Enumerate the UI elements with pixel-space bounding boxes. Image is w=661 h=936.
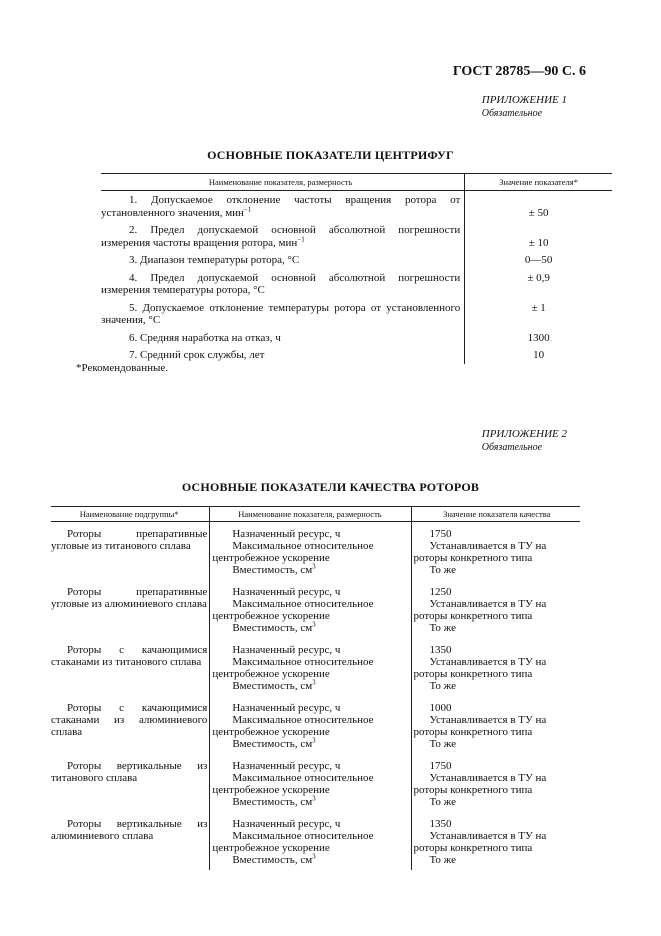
indicator-name: 2. Предел допускаемой основной абсолютной погрешности измерения частоты вращения ротора, мин$^{-1}$ bbox=[101, 224, 461, 249]
table-row bbox=[51, 812, 580, 870]
table-header-row bbox=[101, 174, 612, 191]
subgroup-name: Роторы вертикальные из алюминиевого сплава bbox=[51, 818, 208, 842]
value-list: 1750 Устанавливается в ТУ на роторы конкретного типа То же bbox=[411, 754, 580, 812]
subgroup-name: Роторы с качающимися стаканами из титанового сплава bbox=[51, 644, 208, 668]
value-list: 1250 Устанавливается в ТУ на роторы конкретного типа То же bbox=[411, 580, 580, 638]
document-reference: ГОСТ 28785—90 С. 6 bbox=[452, 64, 586, 79]
table-row bbox=[101, 221, 612, 251]
section-2-heading: ОСНОВНЫЕ ПОКАЗАТЕЛИ КАЧЕСТВА РОТОРОВ bbox=[181, 480, 480, 494]
rotor-quality-table bbox=[51, 506, 580, 870]
table-header-row bbox=[51, 507, 580, 522]
indicator-name: 7. Средний срок службы, лет bbox=[129, 349, 265, 361]
indicator-name: 5. Допускаемое отклонение температуры ротора от установленного значения, °С bbox=[101, 301, 461, 326]
appendix-1-label bbox=[482, 94, 567, 120]
column-header-name: Наименование показателя, размерность bbox=[210, 507, 411, 522]
table-row bbox=[101, 346, 612, 364]
subgroup-name: Роторы препаративные угловые из титанового сплава bbox=[51, 528, 208, 552]
indicator-list: Назначенный ресурс, ч Максимальное относительное центробежное ускорение Вместимость, $см^3$ bbox=[210, 522, 411, 581]
column-header-group: Наименование подгруппы* bbox=[51, 507, 210, 522]
centrifuge-indicators-table bbox=[101, 173, 612, 364]
column-header-value: Значение показателя качества bbox=[411, 507, 580, 522]
footnote: *Рекомендованные. bbox=[76, 362, 168, 374]
indicator-value: ± 50 bbox=[465, 191, 612, 222]
value-list: 1350 Устанавливается в ТУ на роторы конкретного типа То же bbox=[411, 812, 580, 870]
table-row bbox=[51, 522, 580, 581]
table-row bbox=[101, 329, 612, 347]
indicator-name: 1. Допускаемое отклонение частоты вращения ротора от установленного значения, мин$^{-1}$ bbox=[101, 194, 461, 219]
subgroup-name: Роторы препаративные угловые из алюминиевого сплава bbox=[51, 586, 208, 610]
indicator-name: 4. Предел допускаемой основной абсолютной погрешности измерения температуры ротора, °С bbox=[101, 271, 461, 296]
value-list: 1750 Устанавливается в ТУ на роторы конкретного типа То же bbox=[411, 522, 580, 581]
appendix-2-title: ПРИЛОЖЕНИЕ 2 bbox=[481, 428, 567, 440]
indicator-value: 0—50 bbox=[465, 251, 612, 269]
indicator-list: Назначенный ресурс, ч Максимальное относительное центробежное ускорение Вместимость, $см^3$ bbox=[210, 580, 411, 638]
subgroup-name: Роторы вертикальные из титанового сплава bbox=[51, 760, 208, 784]
indicator-value: 10 bbox=[465, 346, 612, 364]
table-row bbox=[51, 696, 580, 754]
table-row bbox=[101, 251, 612, 269]
indicator-value: ± 0,9 bbox=[465, 269, 612, 299]
indicator-list: Назначенный ресурс, ч Максимальное относительное центробежное ускорение Вместимость, $см^3$ bbox=[210, 754, 411, 812]
column-header-name: Наименование показателя, размерность bbox=[101, 174, 465, 191]
value-list: 1350 Устанавливается в ТУ на роторы конкретного типа То же bbox=[411, 638, 580, 696]
table-row bbox=[101, 191, 612, 222]
appendix-2-label bbox=[482, 428, 567, 454]
table-row bbox=[101, 269, 612, 299]
indicator-name: 3. Диапазон температуры ротора, °С bbox=[129, 254, 300, 266]
appendix-2-status: Обязательное bbox=[481, 442, 543, 453]
indicator-value: ± 1 bbox=[465, 299, 612, 329]
indicator-value: ± 10 bbox=[465, 221, 612, 251]
table-row bbox=[51, 754, 580, 812]
section-1-heading: ОСНОВНЫЕ ПОКАЗАТЕЛИ ЦЕНТРИФУГ bbox=[207, 148, 454, 162]
table-row bbox=[51, 580, 580, 638]
indicator-value: 1300 bbox=[465, 329, 612, 347]
column-header-value: Значение показателя* bbox=[465, 174, 612, 191]
indicator-list: Назначенный ресурс, ч Максимальное относительное центробежное ускорение Вместимость, $см^3$ bbox=[210, 638, 411, 696]
appendix-1-title: ПРИЛОЖЕНИЕ 1 bbox=[481, 94, 567, 106]
table-row bbox=[51, 638, 580, 696]
table-row bbox=[101, 299, 612, 329]
indicator-list: Назначенный ресурс, ч Максимальное относительное центробежное ускорение Вместимость, $см^3$ bbox=[210, 812, 411, 870]
value-list: 1000 Устанавливается в ТУ на роторы конкретного типа То же bbox=[411, 696, 580, 754]
indicator-list: Назначенный ресурс, ч Максимальное относительное центробежное ускорение Вместимость, $см^3$ bbox=[210, 696, 411, 754]
indicator-name: 6. Средняя наработка на отказ, ч bbox=[129, 331, 281, 344]
appendix-1-status: Обязательное bbox=[481, 108, 543, 119]
subgroup-name: Роторы с качающимися стаканами из алюминиевого сплава bbox=[51, 702, 208, 738]
